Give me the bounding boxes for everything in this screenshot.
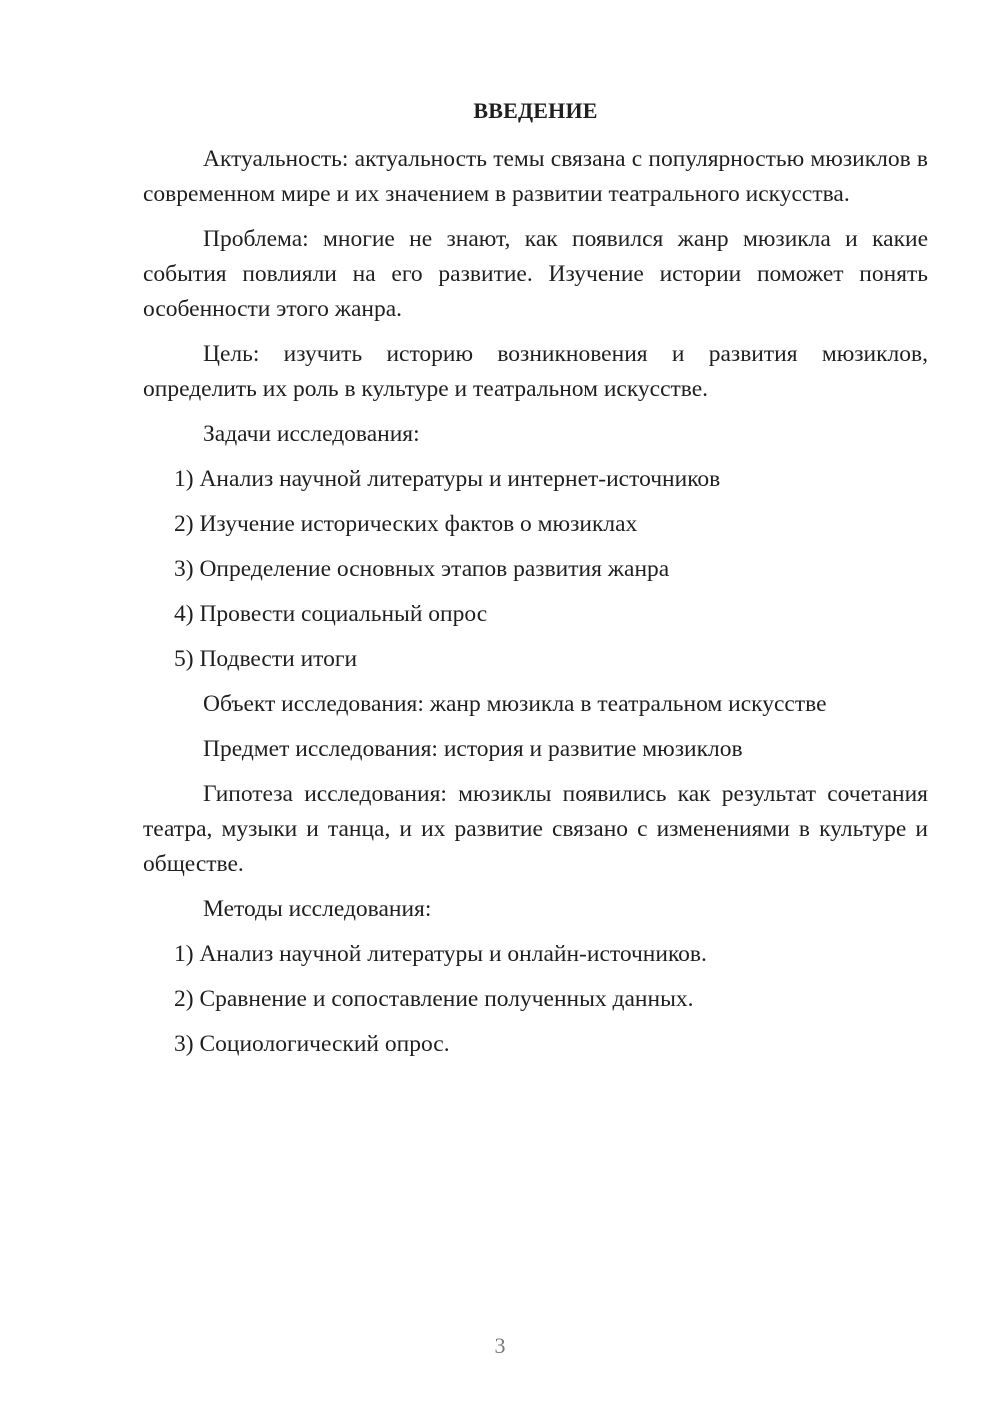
- relevance-paragraph: Актуальность: актуальность темы связана с популярностью мюзиклов в современном мире и их значением в развитии театрального искусства.: [143, 146, 928, 207]
- methods-heading: Методы исследования:: [203, 896, 432, 922]
- goal-paragraph: Цель: изучить историю возникновения и развития мюзиклов, определить их роль в культуре и театральном искусстве.: [143, 341, 928, 402]
- page-content: [143, 96, 928, 1072]
- task-item: 5) Подвести итоги: [174, 646, 358, 672]
- task-item: 1) Анализ научной литературы и интернет-источников: [174, 466, 721, 492]
- task-item: 3) Определение основных этапов развития жанра: [174, 556, 670, 582]
- research-object: Объект исследования: жанр мюзикла в театральном искусстве: [203, 691, 827, 717]
- research-subject: Предмет исследования: история и развитие мюзиклов: [203, 736, 743, 762]
- problem-paragraph: Проблема: многие не знают, как появился жанр мюзикла и какие события повлияли на его развитие. Изучение истории поможет понять особенности этого жанра.: [143, 226, 928, 322]
- method-item: 3) Социологический опрос.: [174, 1031, 450, 1057]
- task-item: 2) Изучение исторических фактов о мюзиклах: [174, 511, 638, 537]
- hypothesis-paragraph: Гипотеза исследования: мюзиклы появились как результат сочетания театра, музыки и танца, и их развитие связано с изменениями в культуре и обществе.: [143, 781, 928, 877]
- page-title: ВВЕДЕНИЕ: [473, 98, 598, 123]
- method-item: 1) Анализ научной литературы и онлайн-источников.: [174, 941, 707, 967]
- task-item: 4) Провести социальный опрос: [174, 601, 488, 627]
- tasks-heading: Задачи исследования:: [203, 421, 420, 447]
- method-item: 2) Сравнение и сопоставление полученных данных.: [174, 986, 694, 1012]
- page-number: 3: [494, 1333, 506, 1358]
